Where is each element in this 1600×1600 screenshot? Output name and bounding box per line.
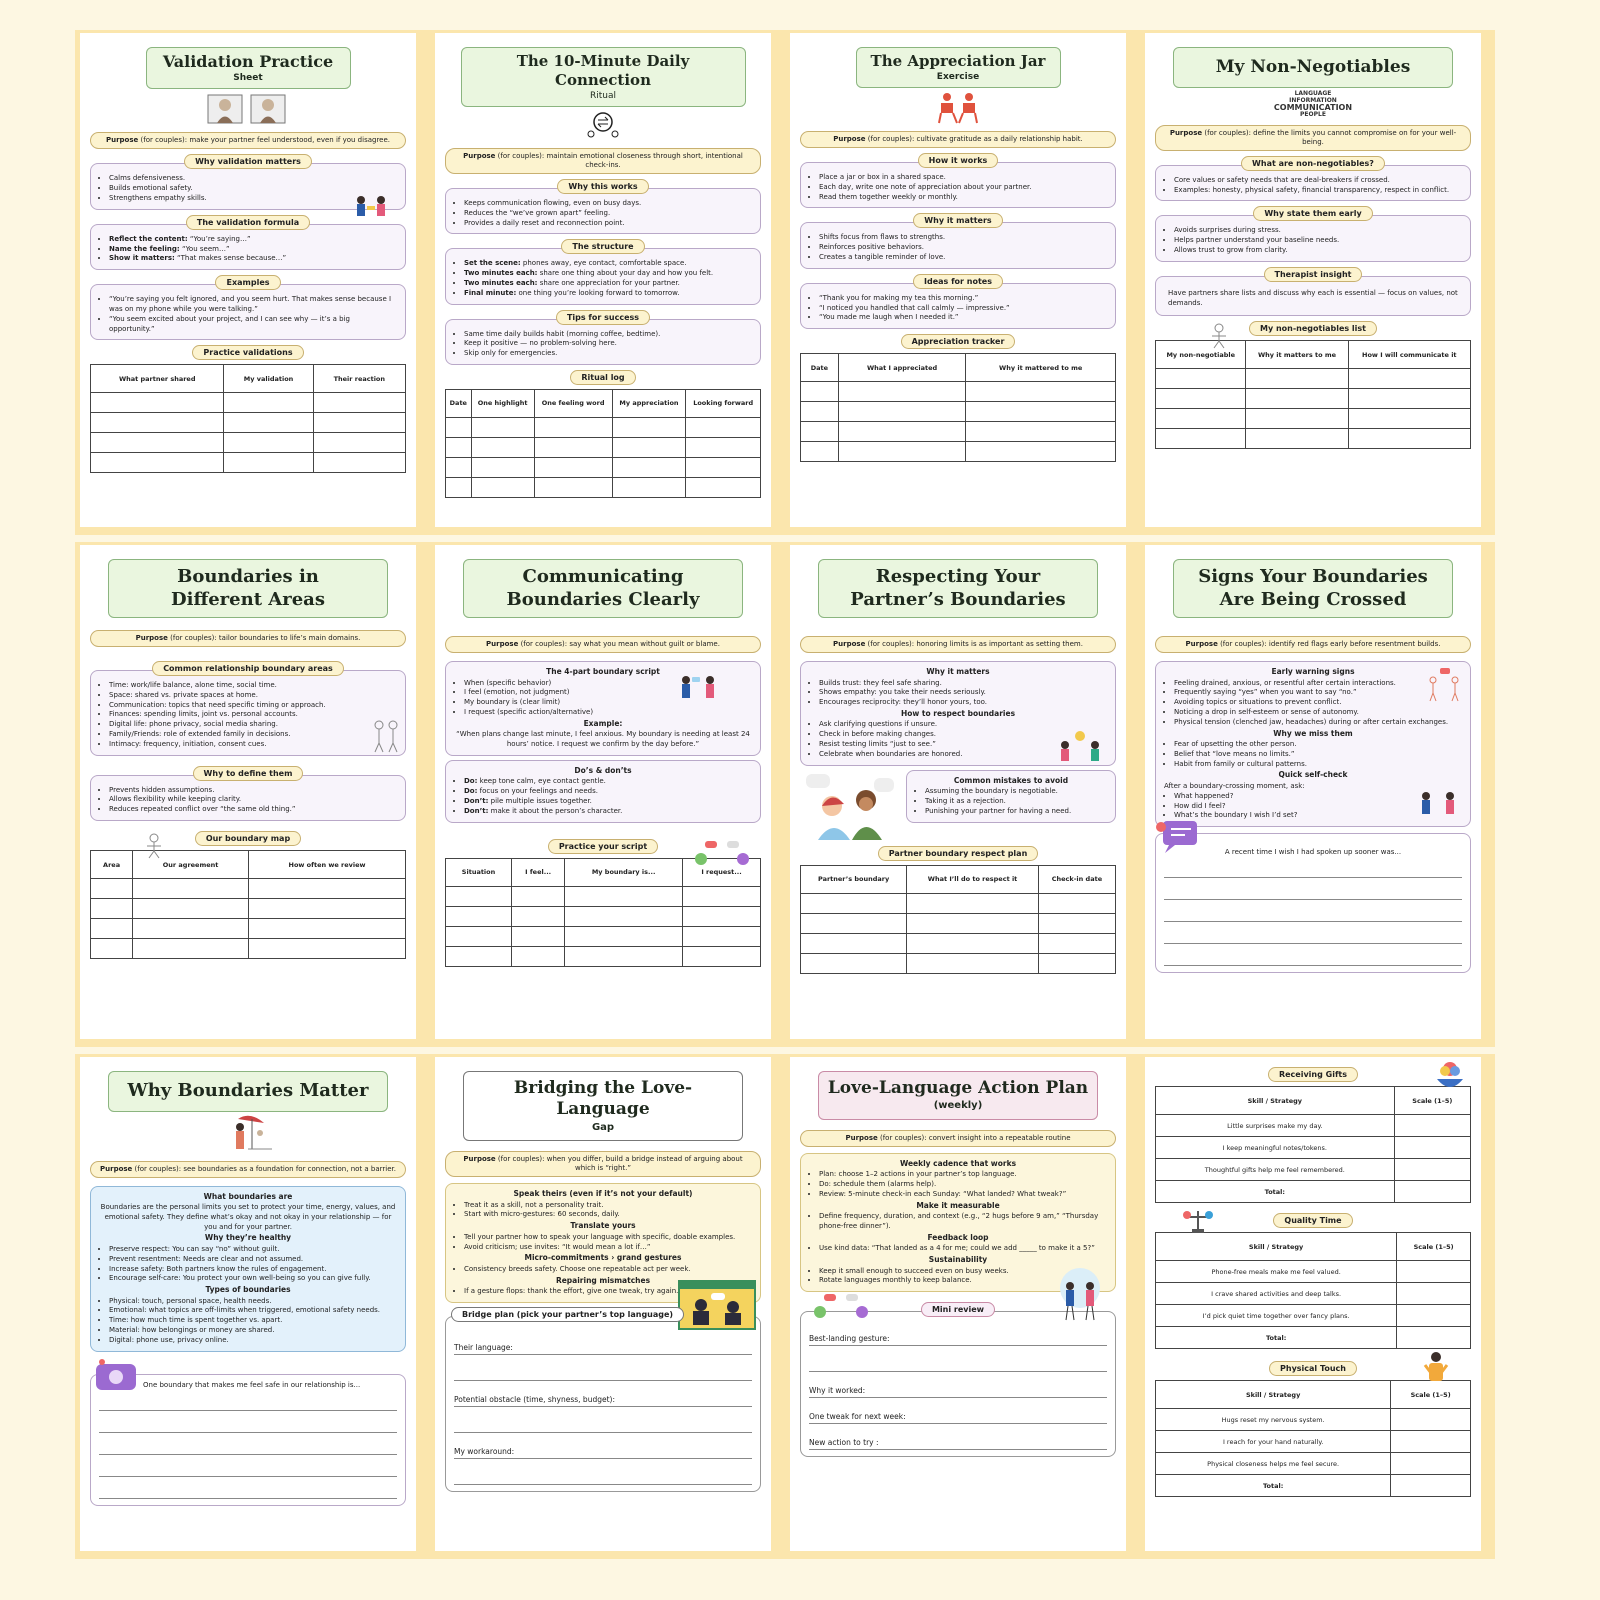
section-box: • Avoids surprises during stress. • Helps partner understand your baseline needs. • Allows trust to grow from clarity. bbox=[1155, 215, 1471, 261]
table-cell[interactable] bbox=[565, 886, 683, 906]
purpose-banner: Purpose (for couples): cultivate gratitude as a daily relationship habit. bbox=[800, 131, 1116, 148]
team-discussion-illustration bbox=[1050, 1266, 1110, 1322]
section-box: • Shifts focus from flaws to strengths. • Reinforces positive behaviors. • Creates a tangible reminder of love. bbox=[800, 222, 1116, 268]
page-validation-practice bbox=[75, 30, 430, 535]
section-box: • “Thank you for making my tea this morning.” • “I noticed you handled that call calmly — impressive.” • “You made me laugh when I needed it.” bbox=[800, 283, 1116, 329]
purpose-banner: Purpose (for couples): say what you mean without guilt or blame. bbox=[445, 636, 761, 653]
scale-cell[interactable] bbox=[1397, 1283, 1471, 1305]
table-cell[interactable] bbox=[1348, 389, 1470, 409]
section-box: • Reflect the content: “You’re saying…” • Name the feeling: “You seem…” • Show it matters: “That makes sense because…” bbox=[90, 224, 406, 270]
table-cell[interactable] bbox=[1038, 913, 1115, 933]
section-heading: The validation formula bbox=[186, 215, 310, 230]
two-people-icon bbox=[1416, 788, 1460, 822]
table-cell[interactable] bbox=[683, 926, 761, 946]
section-heading: Why validation matters bbox=[184, 154, 312, 169]
section-box: Why it matters • Builds trust: they feel safe sharing. • Shows empathy: you take their needs seriously. • Encourages reciprocity: they’ll honor yours, too. How to respect boundaries • Ask clarifying questions if unsure. • Check in before making changes. • Resist testing limits “just to see.” • Celebrate when boundaries are honored. bbox=[800, 661, 1116, 766]
table-cell[interactable] bbox=[838, 422, 966, 442]
table-cell[interactable] bbox=[801, 382, 839, 402]
friends-chatting-illustration bbox=[800, 770, 900, 840]
section-heading: Practice your script bbox=[548, 839, 658, 854]
writing-line[interactable] bbox=[99, 1477, 397, 1499]
table-cell[interactable] bbox=[683, 886, 761, 906]
table-cell[interactable] bbox=[446, 477, 472, 497]
table-cell[interactable] bbox=[1038, 893, 1115, 913]
section-box: Speak theirs (even if it’s not your default) • Treat it as a skill, not a personality trait. • Start with micro-gestures: 60 seconds, daily. Translate yours • Tell your partner how to speak your language with specific, doable examples. • Avoid criticism; use invites: “It would mean a lot if…” Micro-commitments › grand gestures • Consistency breeds safety. Choose one repeatable act per week. Repairing mismatches • If a gesture flops: thank the effort, give one tweak, try again. bbox=[445, 1183, 761, 1303]
section-box: Early warning signs • Feeling drained, anxious, or resentful after certain interactions. • Frequently saying “yes” when you want to say “no.” • Avoiding topics or situations to prevent conflict. • Noticing a drop in self-esteem or sense of autonomy. • Physical tension (clenched jaw, headaches) during or after certain exchanges. Why we miss them • Fear of upsetting the other person. • Belief that “love means no limits.” • Habit from family or cultural patterns. Quick self-check After a boundary-crossing moment, ask: • What happened? • How did I feel? • What’s the boundary I wish I’d set? bbox=[1155, 661, 1471, 827]
worksheet-table: Partner’s boundary What I’ll do to respect it Check-in date bbox=[800, 865, 1116, 974]
writing-line[interactable] bbox=[1164, 856, 1462, 878]
table-cell[interactable] bbox=[838, 382, 966, 402]
section-heading: Appreciation tracker bbox=[901, 334, 1016, 349]
scale-cell[interactable] bbox=[1391, 1431, 1471, 1453]
page-title: The 10-Minute Daily Connection Ritual bbox=[461, 47, 746, 107]
scale-table: Skill / Strategy Scale (1–5) Little surprises make my day. I keep meaningful notes/tokens. Thoughtful gifts help me feel remembered. Total: bbox=[1155, 1086, 1471, 1203]
section-box: Have partners share lists and discuss why each is essential — focus on values, not demands. bbox=[1155, 276, 1471, 317]
table-cell[interactable] bbox=[249, 879, 406, 899]
page-bridging-love-language bbox=[430, 1054, 785, 1559]
connection-icon bbox=[445, 110, 761, 142]
purpose-banner: Purpose (for couples): when you differ, build a bridge instead of arguing about which is “right.” bbox=[445, 1151, 761, 1177]
purpose-banner: Purpose (for couples): identify red flags early before resentment builds. bbox=[1155, 636, 1471, 653]
section-heading: Tips for success bbox=[556, 310, 650, 325]
bridge-plan-form bbox=[445, 1316, 761, 1492]
table-cell[interactable] bbox=[801, 402, 839, 422]
section-heading: Why this works bbox=[557, 179, 648, 194]
video-call-icon bbox=[92, 1358, 140, 1394]
table-cell[interactable] bbox=[565, 926, 683, 946]
table-cell[interactable] bbox=[612, 457, 686, 477]
table-cell[interactable] bbox=[446, 906, 512, 926]
writing-line[interactable] bbox=[1164, 944, 1462, 966]
gift-hands-icon bbox=[1433, 1061, 1467, 1093]
chat-people-icon bbox=[806, 1292, 876, 1322]
table-cell[interactable] bbox=[224, 393, 313, 413]
table-cell[interactable] bbox=[907, 893, 1039, 913]
table-cell[interactable] bbox=[966, 442, 1116, 462]
table-cell[interactable] bbox=[801, 913, 907, 933]
writing-line[interactable] bbox=[1164, 878, 1462, 900]
section-heading: Practice validations bbox=[192, 345, 303, 360]
section-box: • Place a jar or box in a shared space. • Each day, write one note of appreciation about your partner. • Read them together weekly or monthly. bbox=[800, 162, 1116, 208]
table-cell[interactable] bbox=[907, 913, 1039, 933]
obstacle-field[interactable]: Potential obstacle (time, shyness, budget): bbox=[454, 1381, 752, 1407]
worksheet-table: Date One highlight One feeling word My appreciation Looking forward bbox=[445, 389, 761, 498]
section-heading: What are non-negotiables? bbox=[1241, 156, 1385, 171]
table-cell[interactable] bbox=[446, 417, 472, 437]
table-cell[interactable] bbox=[133, 919, 249, 939]
table-cell[interactable] bbox=[1038, 953, 1115, 973]
scale-cell[interactable] bbox=[1397, 1305, 1471, 1327]
writing-line[interactable] bbox=[99, 1389, 397, 1411]
table-cell[interactable] bbox=[249, 939, 406, 959]
table-cell[interactable] bbox=[801, 953, 907, 973]
chat-bubble-icon bbox=[1155, 819, 1201, 855]
section-box: What boundaries are Boundaries are the personal limits you set to protect your time, energy, values, and emotional safety. They define what’s okay and not okay in your relationship — for you and for your partner. Why they’re healthy • Preserve respect: You can say “no” without guilt. • Prevent resentment: Needs are clear and not assumed. • Increase safety: Both partners know the rules of engagement. • Encourage self-care: You protect your own well-being so you can give fully. Types of boundaries • Physical: touch, personal space, health needs. • Emotional: what topics are off-limits when triggered, emotional safety needs. • Time: how much time is spent together vs. apart. • Material: how belongings or money are shared. • Digital: phone use, privacy online. bbox=[90, 1186, 406, 1352]
page-daily-connection bbox=[430, 30, 785, 535]
purpose-banner: Purpose (for couples): convert insight into a repeatable routine bbox=[800, 1130, 1116, 1147]
mini-review-form bbox=[800, 1311, 1116, 1457]
table-cell[interactable] bbox=[91, 393, 224, 413]
their-language-field[interactable]: Their language: bbox=[454, 1329, 752, 1355]
table-cell[interactable] bbox=[801, 933, 907, 953]
section-box: • Same time daily builds habit (morning coffee, bedtime). • Keep it positive — no problem-solving here. • Skip only for emergencies. bbox=[445, 319, 761, 365]
table-cell[interactable] bbox=[471, 417, 534, 437]
table-cell[interactable] bbox=[801, 442, 839, 462]
table-cell[interactable] bbox=[838, 402, 966, 422]
page-title: Love-Language Action Plan (weekly) bbox=[818, 1071, 1098, 1120]
section-heading: My non-negotiables list bbox=[1249, 321, 1377, 336]
page-love-language-action-plan bbox=[785, 1054, 1140, 1559]
balance-scale-icon bbox=[1181, 1205, 1215, 1235]
table-cell[interactable] bbox=[313, 413, 405, 433]
page-title: Respecting Your Partner’s Boundaries bbox=[818, 559, 1098, 618]
table-cell[interactable] bbox=[686, 417, 761, 437]
writing-line[interactable] bbox=[99, 1455, 397, 1477]
section-box: • Set the scene: phones away, eye contact, comfortable space. • Two minutes each: share one thing about your day and how you felt. • Two minutes each: share one appreciation for your partner. • Final minute: one thing you’re looking forward to tomorrow. bbox=[445, 248, 761, 304]
writing-line[interactable] bbox=[809, 1346, 1107, 1372]
page-appreciation-jar bbox=[785, 30, 1140, 535]
section-box: The 4-part boundary script • When (specific behavior) • I feel (emotion, not judgment) • My boundary is (clear limit) • I request (specific action/alternative) Example: “When plans change last minute, I feel anxious. My boundary is needing at least 24 hours’ notice. I request we confirm by the day before.” bbox=[445, 661, 761, 756]
table-cell[interactable] bbox=[512, 926, 565, 946]
worksheet-table: Area Our agreement How often we review bbox=[90, 850, 406, 959]
table-cell[interactable] bbox=[471, 437, 534, 457]
purpose-banner: Purpose (for couples): maintain emotional closeness through short, intentional check-ins. bbox=[445, 148, 761, 174]
people-standing-icon bbox=[369, 719, 403, 753]
scale-cell[interactable] bbox=[1391, 1453, 1471, 1475]
total-cell[interactable] bbox=[1397, 1327, 1471, 1349]
table-cell[interactable] bbox=[91, 453, 224, 473]
total-cell[interactable] bbox=[1391, 1475, 1471, 1497]
section-heading: Physical Touch bbox=[1269, 1361, 1357, 1376]
table-cell[interactable] bbox=[224, 413, 313, 433]
table-cell[interactable] bbox=[1246, 369, 1348, 389]
writing-line[interactable] bbox=[454, 1407, 752, 1433]
section-heading: How it works bbox=[918, 153, 999, 168]
table-cell[interactable] bbox=[565, 906, 683, 926]
writing-line[interactable] bbox=[1164, 900, 1462, 922]
section-box: • Calms defensiveness. • Builds emotional safety. • Strengthens empathy skills. bbox=[90, 163, 406, 209]
table-cell[interactable] bbox=[838, 442, 966, 462]
section-box: Common mistakes to avoid • Assuming the boundary is negotiable. • Taking it as a rejection. • Punishing your partner for having a need. bbox=[906, 770, 1116, 823]
table-cell[interactable] bbox=[1348, 429, 1470, 449]
table-cell[interactable] bbox=[512, 886, 565, 906]
table-cell[interactable] bbox=[133, 899, 249, 919]
section-box: Do’s & don’ts • Do: keep tone calm, eye contact gentle. • Do: focus on your feelings and needs. • Don’t: pile multiple issues together. • Don’t: make it about the person’s character. bbox=[445, 760, 761, 823]
table-cell[interactable] bbox=[1348, 409, 1470, 429]
writing-line[interactable] bbox=[99, 1433, 397, 1455]
table-cell[interactable] bbox=[446, 926, 512, 946]
table-cell[interactable] bbox=[801, 893, 907, 913]
table-cell[interactable] bbox=[133, 879, 249, 899]
table-cell[interactable] bbox=[534, 457, 612, 477]
table-cell[interactable] bbox=[907, 953, 1039, 973]
section-heading: Mini review bbox=[921, 1302, 995, 1317]
table-cell[interactable] bbox=[446, 886, 512, 906]
writing-line[interactable] bbox=[1164, 922, 1462, 944]
table-cell[interactable] bbox=[1246, 389, 1348, 409]
table-cell[interactable] bbox=[612, 417, 686, 437]
table-cell[interactable] bbox=[1156, 429, 1246, 449]
chat-people-icon bbox=[687, 839, 757, 869]
scale-cell[interactable] bbox=[1391, 1409, 1471, 1431]
journal-prompt: A recent time I wish I had spoken up sooner was... bbox=[1155, 833, 1471, 973]
table-cell[interactable] bbox=[133, 939, 249, 959]
table-cell[interactable] bbox=[1156, 389, 1246, 409]
table-cell[interactable] bbox=[313, 453, 405, 473]
page-signs-boundaries-crossed bbox=[1140, 542, 1495, 1047]
scale-cell[interactable] bbox=[1394, 1115, 1470, 1137]
table-cell[interactable] bbox=[91, 939, 133, 959]
table-cell[interactable] bbox=[1348, 369, 1470, 389]
tweak-field[interactable]: One tweak for next week: bbox=[809, 1398, 1107, 1424]
page-title: The Appreciation Jar Exercise bbox=[856, 47, 1061, 88]
page-why-boundaries-matter bbox=[75, 1054, 430, 1559]
table-cell[interactable] bbox=[224, 453, 313, 473]
table-cell[interactable] bbox=[686, 477, 761, 497]
people-talking-icon bbox=[351, 194, 391, 224]
table-cell[interactable] bbox=[683, 906, 761, 926]
purpose-banner: Purpose (for couples): define the limits you cannot compromise on for your well-being. bbox=[1155, 125, 1471, 151]
table-cell[interactable] bbox=[966, 382, 1116, 402]
table-cell[interactable] bbox=[249, 919, 406, 939]
page-title: Why Boundaries Matter bbox=[108, 1071, 388, 1112]
section-heading: Our boundary map bbox=[195, 831, 301, 846]
table-cell[interactable] bbox=[1038, 933, 1115, 953]
two-people-talking-illustration bbox=[90, 92, 406, 126]
page-title: Boundaries in Different Areas bbox=[108, 559, 388, 618]
arguing-people-icon bbox=[1426, 668, 1462, 702]
table-cell[interactable] bbox=[1156, 409, 1246, 429]
section-box: • “You’re saying you felt ignored, and you seem hurt. That makes sense because I was on my phone while you were talking.” • “You seem excited about your project, and I can see why — it’s a big opportunity.” bbox=[90, 284, 406, 340]
section-heading: Therapist insight bbox=[1264, 267, 1363, 282]
writing-line[interactable] bbox=[454, 1459, 752, 1485]
section-box: • Core values or safety needs that are deal-breakers if crossed. • Examples: honesty, physical safety, financial transparency, respect in conflict. bbox=[1155, 165, 1471, 202]
scale-table: Skill / Strategy Scale (1–5) Phone-free meals make me feel valued. I crave shared activities and deep talks. I’d pick quiet time together over fancy plans. Total: bbox=[1155, 1232, 1471, 1349]
idea-people-icon bbox=[1055, 729, 1105, 763]
new-action-field[interactable]: New action to try : bbox=[809, 1424, 1107, 1450]
section-box: Weekly cadence that works • Plan: choose 1–2 actions in your partner’s top language. • Do: schedule them (alarms help). • Review: 5-minute check-in each Sunday: “What landed? What tweak?” Make it measurable • Define frequency, duration, and context (e.g., “2 hugs before 9 am,” “Thursday phone-free dinner”). Feedback loop • Use kind data: “That landed as a 4 for me; could we add _____ to make it a 5?” Sustainability • Keep it small enough to succeed even on busy weeks. • Rotate languages monthly to keep balance. bbox=[800, 1153, 1116, 1292]
purpose-banner: Purpose (for couples): see boundaries as a foundation for connection, not a barrier. bbox=[90, 1161, 406, 1178]
page-title: Signs Your Boundaries Are Being Crossed bbox=[1173, 559, 1453, 618]
table-cell[interactable] bbox=[966, 402, 1116, 422]
section-heading: Why to define them bbox=[193, 766, 304, 781]
video-meeting-illustration bbox=[677, 1277, 757, 1331]
table-cell[interactable] bbox=[1246, 429, 1348, 449]
table-cell[interactable] bbox=[534, 477, 612, 497]
total-cell[interactable] bbox=[1394, 1181, 1470, 1203]
table-cell[interactable] bbox=[612, 437, 686, 457]
worksheet-table: My non-negotiable Why it matters to me How I will communicate it bbox=[1155, 340, 1471, 449]
table-cell[interactable] bbox=[91, 899, 133, 919]
scale-cell[interactable] bbox=[1394, 1137, 1470, 1159]
scale-table: Skill / Strategy Scale (1–5) Hugs reset my nervous system. I reach for your hand naturally. Physical closeness helps me feel secure. Total: bbox=[1155, 1380, 1471, 1497]
page-title: Bridging the Love-Language Gap bbox=[463, 1071, 743, 1141]
table-cell[interactable] bbox=[446, 946, 512, 966]
word-cloud-image: LANGUAGE INFORMATION COMMUNICATION PEOPLE bbox=[1273, 90, 1353, 119]
scale-cell[interactable] bbox=[1397, 1261, 1471, 1283]
table-cell[interactable] bbox=[249, 899, 406, 919]
page-title: Validation Practice Sheet bbox=[146, 47, 351, 89]
section-heading: Common relationship boundary areas bbox=[152, 661, 344, 676]
section-box: • Keeps communication flowing, even on busy days. • Reduces the “we’ve grown apart” feeling. • Provides a daily reset and reconnection point. bbox=[445, 188, 761, 234]
table-cell[interactable] bbox=[91, 433, 224, 453]
table-cell[interactable] bbox=[907, 933, 1039, 953]
journal-prompt: One boundary that makes me feel safe in our relationship is... bbox=[90, 1374, 406, 1506]
page-title: Communicating Boundaries Clearly bbox=[463, 559, 743, 618]
couple-sitting-icon bbox=[800, 91, 1116, 125]
worksheet-table: Date What I appreciated Why it mattered to me bbox=[800, 353, 1116, 462]
table-cell[interactable] bbox=[801, 422, 839, 442]
section-heading: Quality Time bbox=[1273, 1213, 1352, 1228]
purpose-banner: Purpose (for couples): make your partner feel understood, even if you disagree. bbox=[90, 132, 406, 149]
scale-cell[interactable] bbox=[1394, 1159, 1470, 1181]
table-cell[interactable] bbox=[224, 433, 313, 453]
table-cell[interactable] bbox=[471, 477, 534, 497]
purpose-banner: Purpose (for couples): tailor boundaries to life’s main domains. bbox=[90, 630, 406, 647]
table-cell[interactable] bbox=[612, 477, 686, 497]
table-cell[interactable] bbox=[686, 457, 761, 477]
table-cell[interactable] bbox=[446, 437, 472, 457]
table-cell[interactable] bbox=[966, 422, 1116, 442]
worksheet-table: Situation I feel... My boundary is... I request... bbox=[445, 858, 761, 967]
section-heading: Bridge plan (pick your partner’s top language) bbox=[451, 1307, 684, 1322]
writing-line[interactable] bbox=[99, 1411, 397, 1433]
people-talking-icon bbox=[676, 674, 720, 706]
section-heading: Why it matters bbox=[913, 213, 1002, 228]
section-heading: Partner boundary respect plan bbox=[878, 846, 1039, 861]
couple-umbrella-illustration bbox=[90, 1115, 406, 1155]
table-cell[interactable] bbox=[683, 946, 761, 966]
table-cell[interactable] bbox=[512, 906, 565, 926]
workaround-field[interactable]: My workaround: bbox=[454, 1433, 752, 1459]
table-cell[interactable] bbox=[91, 919, 133, 939]
best-gesture-field[interactable]: Best-landing gesture: bbox=[809, 1324, 1107, 1346]
table-cell[interactable] bbox=[91, 413, 224, 433]
table-cell[interactable] bbox=[534, 417, 612, 437]
table-cell[interactable] bbox=[1156, 369, 1246, 389]
table-cell[interactable] bbox=[686, 437, 761, 457]
section-heading: Ideas for notes bbox=[913, 274, 1003, 289]
page-respecting-boundaries bbox=[785, 542, 1140, 1047]
page-boundaries-areas bbox=[75, 542, 430, 1047]
section-heading: Examples bbox=[215, 275, 280, 290]
table-cell[interactable] bbox=[1246, 409, 1348, 429]
person-icon bbox=[1207, 323, 1231, 349]
table-cell[interactable] bbox=[534, 437, 612, 457]
person-hugging-icon bbox=[1421, 1351, 1451, 1385]
table-cell[interactable] bbox=[313, 393, 405, 413]
page-non-negotiables bbox=[1140, 30, 1495, 535]
table-cell[interactable] bbox=[512, 946, 565, 966]
purpose-banner: Purpose (for couples): honoring limits is as important as setting them. bbox=[800, 636, 1116, 653]
page-love-language-scales bbox=[1140, 1054, 1495, 1559]
table-cell[interactable] bbox=[471, 457, 534, 477]
writing-line[interactable] bbox=[454, 1355, 752, 1381]
table-cell[interactable] bbox=[91, 879, 133, 899]
table-cell[interactable] bbox=[446, 457, 472, 477]
section-heading: Receiving Gifts bbox=[1268, 1067, 1358, 1082]
page-communicating-boundaries bbox=[430, 542, 785, 1047]
section-box: • Prevents hidden assumptions. • Allows flexibility while keeping clarity. • Reduces repeated conflict over “the same old thing.” bbox=[90, 775, 406, 821]
section-box: • Time: work/life balance, alone time, social time. • Space: shared vs. private spaces at home. • Communication: topics that need specific timing or approach. • Finances: spending limits, joint vs. personal accounts. • Digital life: phone privacy, social media sharing. • Family/Friends: role of extended family in decisions. • Intimacy: frequency, initiation, consent cues. bbox=[90, 670, 406, 756]
person-icon bbox=[142, 833, 166, 859]
why-worked-field[interactable]: Why it worked: bbox=[809, 1372, 1107, 1398]
page-title: My Non-Negotiables bbox=[1173, 47, 1453, 88]
section-heading: The structure bbox=[561, 239, 644, 254]
worksheet-table: What partner shared My validation Their reaction bbox=[90, 364, 406, 473]
section-heading: Why state them early bbox=[1253, 206, 1372, 221]
table-cell[interactable] bbox=[313, 433, 405, 453]
section-heading: Ritual log bbox=[570, 370, 635, 385]
table-cell[interactable] bbox=[565, 946, 683, 966]
